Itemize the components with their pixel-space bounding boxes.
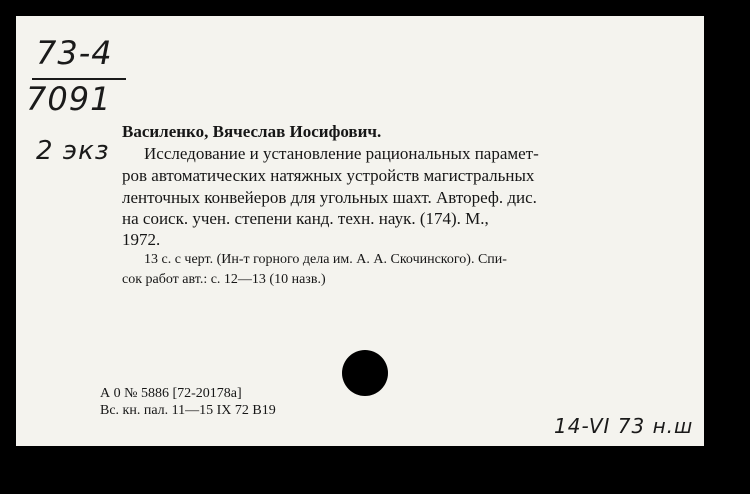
registration-line: Вс. кн. пал. 11—15 IX 72 В19 (100, 403, 276, 418)
catalog-card (16, 16, 704, 446)
description-line: ров автоматических натяжных устройств магистральных (122, 166, 535, 185)
catalog-number-line: А 0 № 5886 [72-20178а] (100, 386, 242, 401)
description-line: ленточных конвейеров для угольных шахт. Автореф. дис. (122, 188, 537, 207)
notes-line: сок работ авт.: с. 12—13 (10 назв.) (122, 272, 326, 287)
punch-hole (342, 350, 388, 396)
copies-note: 2 экз (36, 136, 110, 166)
notes-line: 13 с. с черт. (Ин-т горного дела им. А. А. Скочинского). Спи- (144, 252, 507, 267)
author-name: Василенко, Вячеслав Иосифович. (122, 122, 382, 141)
description-line: Исследование и установление рациональных парамет- (144, 144, 539, 163)
call-number-top: 73-4 (36, 34, 113, 72)
date-note: 14-VI 73 н.ш (554, 414, 694, 438)
description-line: на соиск. учен. степени канд. техн. наук. (174). М., (122, 209, 489, 228)
description-line: 1972. (122, 230, 161, 249)
call-number-bottom: 7091 (26, 80, 112, 118)
